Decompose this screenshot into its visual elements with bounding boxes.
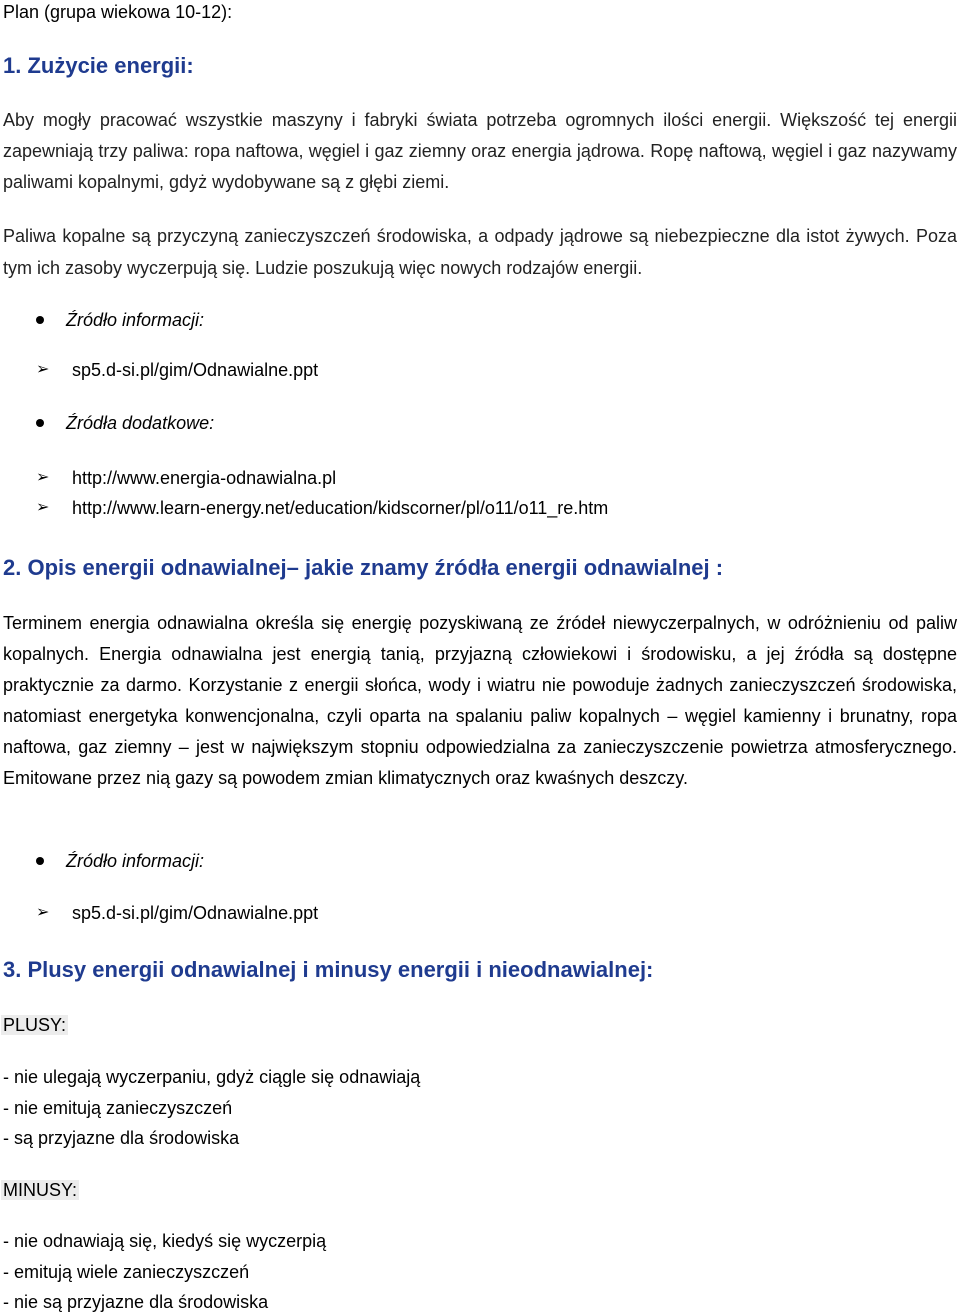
section1-paragraph-1: Aby mogły pracować wszystkie maszyny i fabryki świata potrzeba ogromnych ilości energii. Większość tej energii zapewniają trzy paliwa: ropa naftowa, węgiel i gaz ziemny oraz energia jądrowa. Ropę naftową, węgiel i gaz nazywamy paliwami kopalnymi, gdyż wydobywane są z głębi ziemi. xyxy=(3,110,957,192)
source-link-row xyxy=(36,901,318,925)
minus-label-row xyxy=(3,1178,79,1202)
plus-label: PLUSY: xyxy=(3,1015,67,1035)
extra-sources-bullet xyxy=(36,411,214,435)
extra-link-row xyxy=(36,466,336,490)
bullet-dot-icon xyxy=(36,857,44,865)
arrow-bullet-icon: ➢ xyxy=(36,904,50,921)
bullet-dot-icon xyxy=(36,316,44,324)
source-label: Źródło informacji: xyxy=(66,310,205,330)
source-bullet xyxy=(36,308,204,332)
source-link[interactable]: sp5.d-si.pl/gim/Odnawialne.ppt xyxy=(72,360,319,380)
plan-header: Plan (grupa wiekowa 10-12): xyxy=(3,2,233,22)
source-link[interactable]: sp5.d-si.pl/gim/Odnawialne.ppt xyxy=(72,903,319,923)
section2-heading: 2. Opis energii odnawialnej– jakie znamy źródła energii odnawialnej : xyxy=(3,555,724,580)
arrow-bullet-icon: ➢ xyxy=(36,499,50,516)
extra-link[interactable]: http://www.energia-odnawialna.pl xyxy=(72,468,337,488)
list-item: - nie ulegają wyczerpaniu, gdyż ciągle się odnawiają xyxy=(3,1067,421,1087)
list-item: - są przyjazne dla środowiska xyxy=(3,1128,240,1148)
source-link-row xyxy=(36,358,318,382)
list-item: - nie są przyjazne dla środowiska xyxy=(3,1292,269,1312)
list-item: - nie emitują zanieczyszczeń xyxy=(3,1098,233,1118)
extra-link-row xyxy=(36,496,608,520)
bullet-dot-icon xyxy=(36,419,44,427)
source-label: Źródło informacji: xyxy=(66,851,205,871)
arrow-bullet-icon: ➢ xyxy=(36,469,50,486)
list-item: - emitują wiele zanieczyszczeń xyxy=(3,1262,250,1282)
list-item: - nie odnawiają się, kiedyś się wyczerpią xyxy=(3,1231,327,1251)
extra-link[interactable]: http://www.learn-energy.net/education/kidscorner/pl/o11/o11_re.htm xyxy=(72,498,609,518)
minus-label: MINUSY: xyxy=(3,1180,78,1200)
section3-heading: 3. Plusy energii odnawialnej i minusy energii i nieodnawialnej: xyxy=(3,957,654,982)
plus-label-row xyxy=(3,1013,68,1037)
extra-sources-label: Źródła dodatkowe: xyxy=(66,413,215,433)
section2-paragraph: Terminem energia odnawialna określa się energię pozyskiwaną ze źródeł niewyczerpalnych, w odróżnieniu od paliw kopalnych. Energia odnawialna jest energią tanią, przyjazną człowiekowi i środowisku, a jej źródła są dostępne praktycznie za darmo. Korzystanie z energii słońca, wody i wiatru nie powoduje żadnych zanieczyszczeń środowiska, natomiast energetyka konwencjonalna, czyli oparta na spalaniu paliw kopalnych – węgiel kamienny i brunatny, ropa naftowa, gaz ziemny – jest w największym stopniu odpowiedzialna za zanieczyszczenie powietrza atmosferycznego. Emitowane przez nią gazy są powodem zmian klimatycznych oraz kwaśnych deszczy. xyxy=(3,613,957,788)
arrow-bullet-icon: ➢ xyxy=(36,361,50,378)
section1-paragraph-2: Paliwa kopalne są przyczyną zanieczyszczeń środowiska, a odpady jądrowe są niebezpieczne dla istot żywych. Poza tym ich zasoby wyczerpują się. Ludzie poszukują więc nowych rodzajów energii. xyxy=(3,226,957,278)
section1-heading: 1. Zużycie energii: xyxy=(3,53,194,78)
source-bullet xyxy=(36,849,204,873)
